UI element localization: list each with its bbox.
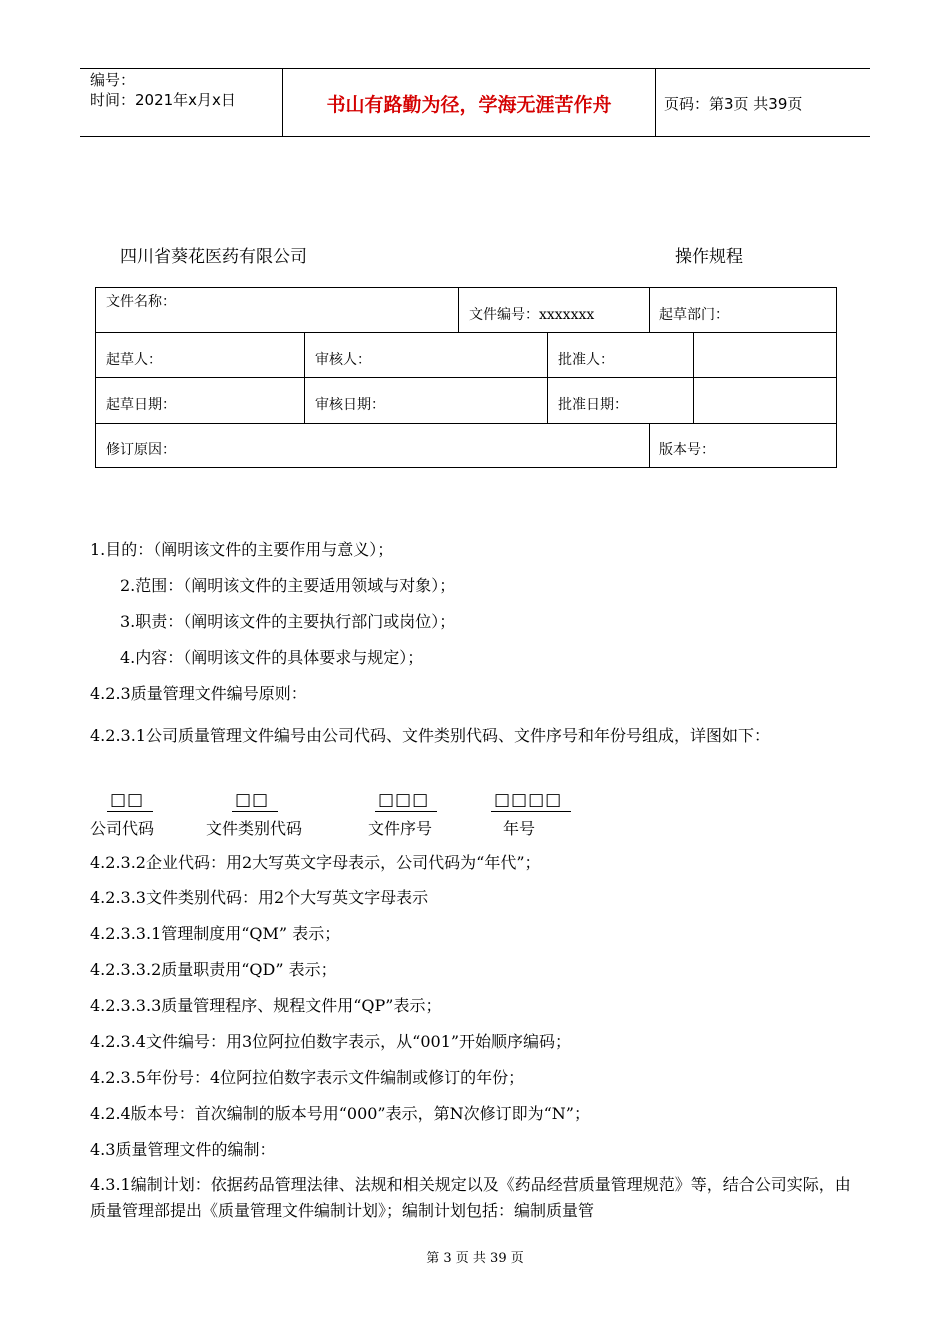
code-box-category: □□ bbox=[235, 790, 270, 810]
section-content: 4.内容：（阐明该文件的具体要求与规定）； bbox=[120, 648, 424, 667]
code-label-year: 年号 bbox=[503, 819, 536, 838]
draft-date-label: 起草日期： bbox=[106, 397, 176, 413]
header-time: 时间：2021年x月x日 bbox=[90, 91, 236, 109]
code-label-company: 公司代码 bbox=[90, 819, 155, 838]
compilation-heading: 4.3质量管理文件的编制： bbox=[90, 1140, 276, 1159]
draft-dept-label: 起草部门： bbox=[659, 307, 729, 323]
table-col-rule bbox=[693, 332, 694, 423]
numbering-rule-5: 4.2.3.5年份号：4位阿拉伯数字表示文件编制或修订的年份； bbox=[90, 1068, 525, 1087]
table-col-rule bbox=[304, 332, 305, 423]
table-rule bbox=[96, 423, 836, 424]
code-label-category: 文件类别代码 bbox=[206, 819, 303, 838]
code-label-sequence: 文件序号 bbox=[368, 819, 433, 838]
table-rule bbox=[96, 377, 836, 378]
revise-reason-label: 修订原因： bbox=[106, 442, 176, 458]
numbering-rule-4: 4.2.3.4文件编号：用3位阿拉伯数字表示，从“001”开始顺序编码； bbox=[90, 1032, 572, 1051]
table-col-rule bbox=[649, 288, 650, 332]
code-underline bbox=[107, 811, 153, 812]
page-footer: 第 3 页 共 39 页 bbox=[426, 1251, 524, 1266]
numbering-rule-3-1: 4.2.3.3.1管理制度用“QM” 表示； bbox=[90, 924, 341, 943]
code-box-company: □□ bbox=[110, 790, 145, 810]
header-top-rule bbox=[80, 68, 870, 69]
document-type: 操作规程 bbox=[675, 247, 743, 267]
version-rule: 4.2.4版本号：首次编制的版本号用“000”表示，第N次修订即为“N”； bbox=[90, 1104, 590, 1123]
table-rule bbox=[96, 332, 836, 333]
numbering-rule-3-2: 4.2.3.3.2质量职责用“QD” 表示； bbox=[90, 960, 337, 979]
numbering-rule-1: 4.2.3.1公司质量管理文件编号由公司代码、文件类别代码、文件序号和年份号组成，详图如下： bbox=[90, 726, 770, 745]
document-info-table bbox=[95, 287, 837, 468]
approve-date-label: 批准日期： bbox=[558, 397, 628, 413]
header-bottom-rule bbox=[80, 136, 870, 137]
section-scope: 2.范围：（阐明该文件的主要适用领域与对象）； bbox=[120, 576, 456, 595]
code-box-year: □□□□ bbox=[494, 790, 563, 810]
compilation-plan: 4.3.1编制计划：依据药品管理法律、法规和相关规定以及《药品经营质量管理规范》等，结合公司实际，由质量管理部提出《质量管理文件编制计划》；编制计划包括：编制质量管 bbox=[90, 1175, 851, 1220]
numbering-rule-3: 4.2.3.3文件类别代码：用2个大写英文字母表示 bbox=[90, 888, 429, 907]
table-col-rule bbox=[649, 423, 650, 468]
table-col-rule bbox=[547, 332, 548, 423]
header-number: 编号： bbox=[90, 71, 136, 89]
numbering-principle: 4.2.3质量管理文件编号原则： bbox=[90, 684, 307, 703]
table-col-rule bbox=[458, 288, 459, 332]
code-underline bbox=[491, 811, 571, 812]
numbering-rule-2: 4.2.3.2企业代码：用2大写英文字母表示，公司代码为“年代”； bbox=[90, 853, 541, 872]
header-divider-right bbox=[655, 68, 656, 136]
code-underline bbox=[232, 811, 278, 812]
numbering-rule-3-3: 4.2.3.3.3质量管理程序、规程文件用“QP”表示； bbox=[90, 996, 442, 1015]
code-underline bbox=[375, 811, 437, 812]
version-label: 版本号： bbox=[659, 442, 715, 458]
file-name-label: 文件名称： bbox=[106, 294, 176, 310]
reviewer-label: 审核人： bbox=[315, 352, 371, 368]
section-duty: 3.职责：（阐明该文件的主要执行部门或岗位）； bbox=[120, 612, 456, 631]
review-date-label: 审核日期： bbox=[315, 397, 385, 413]
header-motto: 书山有路勤为径，学海无涯苦作舟 bbox=[326, 94, 612, 116]
code-box-sequence: □□□ bbox=[378, 790, 430, 810]
drafter-label: 起草人： bbox=[106, 352, 162, 368]
header-page-number: 页码：第3页 共39页 bbox=[664, 95, 803, 113]
file-number-label: 文件编号：xxxxxxx bbox=[469, 307, 595, 323]
approver-label: 批准人： bbox=[558, 352, 614, 368]
header-meta bbox=[90, 70, 236, 110]
header-divider-left bbox=[282, 68, 283, 136]
section-purpose: 1.目的：（阐明该文件的主要作用与意义）； bbox=[90, 540, 394, 559]
company-name: 四川省葵花医药有限公司 bbox=[120, 247, 307, 267]
